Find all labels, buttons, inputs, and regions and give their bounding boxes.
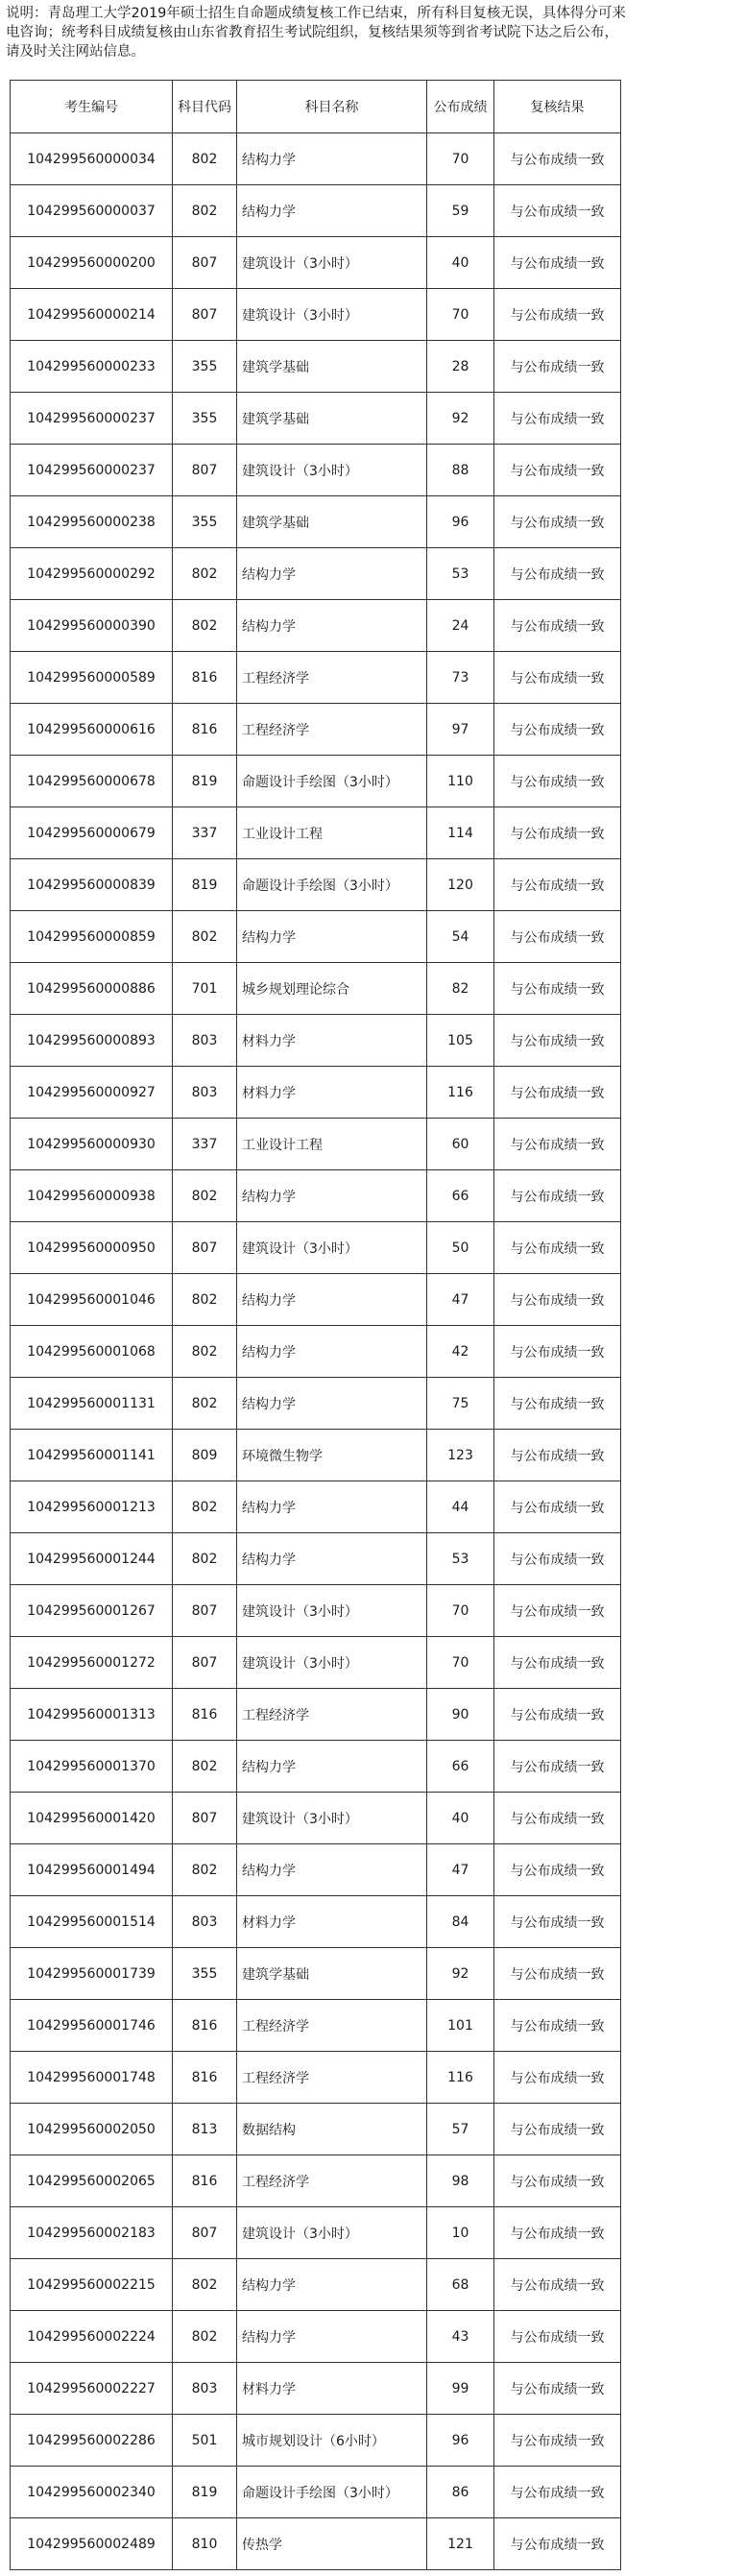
table-row [11, 756, 621, 807]
review-result-cell: 与公布成绩一致 [494, 859, 621, 911]
published-score-cell: 97 [427, 704, 494, 756]
table-row [11, 1844, 621, 1896]
subject-code-cell: 807 [173, 1637, 237, 1689]
column-header-published-score: 公布成绩 [427, 81, 494, 133]
subject-name-cell: 结构力学 [237, 1533, 427, 1585]
subject-name-cell: 材料力学 [237, 1015, 427, 1067]
subject-code-cell: 816 [173, 704, 237, 756]
published-score-cell: 47 [427, 1274, 494, 1326]
published-score-cell: 57 [427, 2104, 494, 2155]
subject-code-cell: 803 [173, 1015, 237, 1067]
table-row [11, 1689, 621, 1741]
subject-code-cell: 355 [173, 1948, 237, 2000]
subject-code-cell: 355 [173, 341, 237, 393]
published-score-cell: 98 [427, 2155, 494, 2207]
subject-code-cell: 807 [173, 237, 237, 289]
subject-code-cell: 802 [173, 185, 237, 237]
review-result-cell: 与公布成绩一致 [494, 756, 621, 807]
candidate-id-cell: 104299560002065 [11, 2155, 173, 2207]
subject-name-cell: 工程经济学 [237, 2155, 427, 2207]
published-score-cell: 50 [427, 1222, 494, 1274]
subject-code-cell: 802 [173, 600, 237, 652]
subject-name-cell: 结构力学 [237, 2311, 427, 2363]
table-row [11, 1948, 621, 2000]
review-result-cell: 与公布成绩一致 [494, 704, 621, 756]
subject-code-cell: 802 [173, 1274, 237, 1326]
published-score-cell: 75 [427, 1378, 494, 1430]
table-row [11, 1067, 621, 1119]
published-score-cell: 47 [427, 1844, 494, 1896]
candidate-id-cell: 104299560000292 [11, 548, 173, 600]
subject-code-cell: 802 [173, 1326, 237, 1378]
published-score-cell: 40 [427, 1793, 494, 1844]
published-score-cell: 90 [427, 1689, 494, 1741]
published-score-cell: 88 [427, 445, 494, 496]
table-row [11, 1015, 621, 1067]
subject-name-cell: 工业设计工程 [237, 1119, 427, 1170]
table-row [11, 1637, 621, 1689]
review-result-cell: 与公布成绩一致 [494, 1896, 621, 1948]
candidate-id-cell: 104299560001420 [11, 1793, 173, 1844]
subject-name-cell: 材料力学 [237, 1067, 427, 1119]
subject-name-cell: 命题设计手绘图（3小时） [237, 2467, 427, 2518]
review-result-cell: 与公布成绩一致 [494, 133, 621, 185]
candidate-id-cell: 104299560000214 [11, 289, 173, 341]
candidate-id-cell: 104299560000200 [11, 237, 173, 289]
published-score-cell: 59 [427, 185, 494, 237]
table-row [11, 1274, 621, 1326]
published-score-cell: 92 [427, 393, 494, 445]
notice-line: 请及时关注网站信息。 [6, 44, 145, 60]
candidate-id-cell: 104299560000679 [11, 807, 173, 859]
published-score-cell: 110 [427, 756, 494, 807]
published-score-cell: 42 [427, 1326, 494, 1378]
subject-code-cell: 819 [173, 859, 237, 911]
subject-name-cell: 数据结构 [237, 2104, 427, 2155]
subject-name-cell: 工程经济学 [237, 652, 427, 704]
published-score-cell: 70 [427, 1637, 494, 1689]
table-row [11, 133, 621, 185]
candidate-id-cell: 104299560000237 [11, 393, 173, 445]
subject-name-cell: 建筑设计（3小时） [237, 2207, 427, 2259]
review-result-cell: 与公布成绩一致 [494, 2518, 621, 2570]
subject-code-cell: 802 [173, 1844, 237, 1896]
candidate-id-cell: 104299560000238 [11, 496, 173, 548]
candidate-id-cell: 104299560001141 [11, 1430, 173, 1481]
published-score-cell: 73 [427, 652, 494, 704]
review-result-cell: 与公布成绩一致 [494, 1222, 621, 1274]
published-score-cell: 116 [427, 1067, 494, 1119]
subject-name-cell: 建筑设计（3小时） [237, 237, 427, 289]
review-result-cell: 与公布成绩一致 [494, 2363, 621, 2415]
subject-code-cell: 816 [173, 2000, 237, 2052]
table-row [11, 704, 621, 756]
column-header-subject-name: 科目名称 [237, 81, 427, 133]
subject-name-cell: 建筑设计（3小时） [237, 1222, 427, 1274]
subject-name-cell: 结构力学 [237, 548, 427, 600]
table-row [11, 963, 621, 1015]
subject-name-cell: 结构力学 [237, 133, 427, 185]
table-header [11, 81, 621, 133]
review-result-cell: 与公布成绩一致 [494, 289, 621, 341]
subject-name-cell: 命题设计手绘图（3小时） [237, 756, 427, 807]
subject-name-cell: 工程经济学 [237, 704, 427, 756]
table-row [11, 2207, 621, 2259]
published-score-cell: 96 [427, 2415, 494, 2467]
published-score-cell: 43 [427, 2311, 494, 2363]
published-score-cell: 40 [427, 237, 494, 289]
candidate-id-cell: 104299560001213 [11, 1481, 173, 1533]
subject-name-cell: 结构力学 [237, 1326, 427, 1378]
subject-code-cell: 809 [173, 1430, 237, 1481]
candidate-id-cell: 104299560001131 [11, 1378, 173, 1430]
candidate-id-cell: 104299560000839 [11, 859, 173, 911]
review-result-cell: 与公布成绩一致 [494, 1689, 621, 1741]
review-result-cell: 与公布成绩一致 [494, 911, 621, 963]
review-result-cell: 与公布成绩一致 [494, 1119, 621, 1170]
candidate-id-cell: 104299560000037 [11, 185, 173, 237]
published-score-cell: 101 [427, 2000, 494, 2052]
subject-name-cell: 结构力学 [237, 1170, 427, 1222]
review-result-cell: 与公布成绩一致 [494, 185, 621, 237]
subject-code-cell: 802 [173, 1741, 237, 1793]
candidate-id-cell: 104299560000927 [11, 1067, 173, 1119]
review-result-cell: 与公布成绩一致 [494, 1793, 621, 1844]
review-result-cell: 与公布成绩一致 [494, 1170, 621, 1222]
table-row [11, 1430, 621, 1481]
review-result-cell: 与公布成绩一致 [494, 1481, 621, 1533]
table-row [11, 1326, 621, 1378]
subject-code-cell: 802 [173, 2259, 237, 2311]
subject-code-cell: 802 [173, 548, 237, 600]
candidate-id-cell: 104299560002224 [11, 2311, 173, 2363]
published-score-cell: 70 [427, 1585, 494, 1637]
notice-line: 电咨询；统考科目成绩复核由山东省教育招生考试院组织，复核结果须等到省考试院下达之后公布， [6, 25, 618, 40]
candidate-id-cell: 104299560002489 [11, 2518, 173, 2570]
subject-code-cell: 816 [173, 2155, 237, 2207]
table-row [11, 600, 621, 652]
subject-name-cell: 环境微生物学 [237, 1430, 427, 1481]
table-row [11, 341, 621, 393]
published-score-cell: 123 [427, 1430, 494, 1481]
published-score-cell: 66 [427, 1741, 494, 1793]
published-score-cell: 10 [427, 2207, 494, 2259]
table-row [11, 2259, 621, 2311]
published-score-cell: 92 [427, 1948, 494, 2000]
published-score-cell: 121 [427, 2518, 494, 2570]
table-row [11, 652, 621, 704]
published-score-cell: 99 [427, 2363, 494, 2415]
subject-code-cell: 816 [173, 652, 237, 704]
published-score-cell: 24 [427, 600, 494, 652]
subject-name-cell: 结构力学 [237, 600, 427, 652]
published-score-cell: 53 [427, 1533, 494, 1585]
published-score-cell: 84 [427, 1896, 494, 1948]
subject-name-cell: 结构力学 [237, 185, 427, 237]
candidate-id-cell: 104299560000938 [11, 1170, 173, 1222]
published-score-cell: 120 [427, 859, 494, 911]
candidate-id-cell: 104299560001494 [11, 1844, 173, 1896]
table-row [11, 2363, 621, 2415]
subject-code-cell: 337 [173, 807, 237, 859]
subject-code-cell: 819 [173, 756, 237, 807]
subject-code-cell: 337 [173, 1119, 237, 1170]
subject-code-cell: 819 [173, 2467, 237, 2518]
table-row [11, 237, 621, 289]
table-row [11, 1222, 621, 1274]
notice-line: 说明：青岛理工大学2019年硕士招生自命题成绩复核工作已结束，所有科目复核无误，具体得分可来 [6, 6, 626, 21]
table-row [11, 2104, 621, 2155]
header-row [11, 81, 621, 133]
candidate-id-cell: 104299560000616 [11, 704, 173, 756]
subject-code-cell: 816 [173, 2052, 237, 2104]
candidate-id-cell: 104299560000034 [11, 133, 173, 185]
table-row [11, 2467, 621, 2518]
table-row [11, 859, 621, 911]
candidate-id-cell: 104299560001267 [11, 1585, 173, 1637]
candidate-id-cell: 104299560000233 [11, 341, 173, 393]
subject-name-cell: 传热学 [237, 2518, 427, 2570]
subject-code-cell: 802 [173, 2311, 237, 2363]
candidate-id-cell: 104299560000930 [11, 1119, 173, 1170]
table-row [11, 1793, 621, 1844]
subject-code-cell: 701 [173, 963, 237, 1015]
review-result-cell: 与公布成绩一致 [494, 807, 621, 859]
review-result-cell: 与公布成绩一致 [494, 445, 621, 496]
candidate-id-cell: 104299560000893 [11, 1015, 173, 1067]
subject-code-cell: 807 [173, 1585, 237, 1637]
subject-code-cell: 355 [173, 393, 237, 445]
table-row [11, 1585, 621, 1637]
table-row [11, 1896, 621, 1948]
subject-name-cell: 建筑设计（3小时） [237, 1585, 427, 1637]
table-row [11, 2415, 621, 2467]
review-result-cell: 与公布成绩一致 [494, 1378, 621, 1430]
candidate-id-cell: 104299560001514 [11, 1896, 173, 1948]
review-result-cell: 与公布成绩一致 [494, 237, 621, 289]
subject-name-cell: 工程经济学 [237, 2000, 427, 2052]
subject-name-cell: 结构力学 [237, 1741, 427, 1793]
candidate-id-cell: 104299560001244 [11, 1533, 173, 1585]
table-row [11, 393, 621, 445]
published-score-cell: 60 [427, 1119, 494, 1170]
table-row [11, 185, 621, 237]
candidate-id-cell: 104299560001313 [11, 1689, 173, 1741]
published-score-cell: 68 [427, 2259, 494, 2311]
candidate-id-cell: 104299560000589 [11, 652, 173, 704]
published-score-cell: 66 [427, 1170, 494, 1222]
published-score-cell: 82 [427, 963, 494, 1015]
table-row [11, 496, 621, 548]
subject-code-cell: 802 [173, 1378, 237, 1430]
column-header-review-result: 复核结果 [494, 81, 621, 133]
candidate-id-cell: 104299560000886 [11, 963, 173, 1015]
subject-name-cell: 工业设计工程 [237, 807, 427, 859]
subject-name-cell: 工程经济学 [237, 1689, 427, 1741]
subject-name-cell: 材料力学 [237, 2363, 427, 2415]
review-result-cell: 与公布成绩一致 [494, 963, 621, 1015]
table-row [11, 911, 621, 963]
table-body [11, 133, 621, 2570]
table-row [11, 2000, 621, 2052]
review-result-cell: 与公布成绩一致 [494, 2104, 621, 2155]
candidate-id-cell: 104299560000678 [11, 756, 173, 807]
subject-name-cell: 建筑设计（3小时） [237, 445, 427, 496]
subject-name-cell: 建筑设计（3小时） [237, 289, 427, 341]
subject-code-cell: 803 [173, 2363, 237, 2415]
candidate-id-cell: 104299560002227 [11, 2363, 173, 2415]
candidate-id-cell: 104299560001272 [11, 1637, 173, 1689]
subject-name-cell: 结构力学 [237, 1844, 427, 1896]
subject-code-cell: 807 [173, 289, 237, 341]
review-result-cell: 与公布成绩一致 [494, 2000, 621, 2052]
review-result-cell: 与公布成绩一致 [494, 548, 621, 600]
subject-name-cell: 材料力学 [237, 1896, 427, 1948]
published-score-cell: 105 [427, 1015, 494, 1067]
subject-name-cell: 城乡规划理论综合 [237, 963, 427, 1015]
review-result-cell: 与公布成绩一致 [494, 341, 621, 393]
published-score-cell: 70 [427, 289, 494, 341]
published-score-cell: 114 [427, 807, 494, 859]
candidate-id-cell: 104299560002215 [11, 2259, 173, 2311]
subject-name-cell: 结构力学 [237, 1481, 427, 1533]
candidate-id-cell: 104299560001748 [11, 2052, 173, 2104]
review-result-cell: 与公布成绩一致 [494, 1533, 621, 1585]
candidate-id-cell: 104299560000390 [11, 600, 173, 652]
column-header-candidate-id: 考生编号 [11, 81, 173, 133]
subject-name-cell: 城市规划设计（6小时） [237, 2415, 427, 2467]
score-review-table [10, 80, 621, 2570]
published-score-cell: 86 [427, 2467, 494, 2518]
candidate-id-cell: 104299560002050 [11, 2104, 173, 2155]
published-score-cell: 54 [427, 911, 494, 963]
table-row [11, 1481, 621, 1533]
table-row [11, 2052, 621, 2104]
subject-code-cell: 803 [173, 1896, 237, 1948]
subject-name-cell: 建筑学基础 [237, 496, 427, 548]
subject-code-cell: 501 [173, 2415, 237, 2467]
subject-name-cell: 结构力学 [237, 1274, 427, 1326]
candidate-id-cell: 104299560000950 [11, 1222, 173, 1274]
published-score-cell: 116 [427, 2052, 494, 2104]
published-score-cell: 28 [427, 341, 494, 393]
subject-name-cell: 工程经济学 [237, 2052, 427, 2104]
review-result-cell: 与公布成绩一致 [494, 1326, 621, 1378]
table-row [11, 807, 621, 859]
subject-code-cell: 802 [173, 133, 237, 185]
notice-text [6, 4, 739, 61]
review-result-cell: 与公布成绩一致 [494, 2311, 621, 2363]
review-result-cell: 与公布成绩一致 [494, 393, 621, 445]
subject-name-cell: 结构力学 [237, 911, 427, 963]
candidate-id-cell: 104299560001046 [11, 1274, 173, 1326]
review-result-cell: 与公布成绩一致 [494, 2415, 621, 2467]
review-result-cell: 与公布成绩一致 [494, 1844, 621, 1896]
table-row [11, 2518, 621, 2570]
subject-code-cell: 802 [173, 1481, 237, 1533]
candidate-id-cell: 104299560001746 [11, 2000, 173, 2052]
candidate-id-cell: 104299560000859 [11, 911, 173, 963]
review-result-cell: 与公布成绩一致 [494, 1948, 621, 2000]
review-result-cell: 与公布成绩一致 [494, 1637, 621, 1689]
review-result-cell: 与公布成绩一致 [494, 1067, 621, 1119]
published-score-cell: 70 [427, 133, 494, 185]
table-row [11, 548, 621, 600]
published-score-cell: 53 [427, 548, 494, 600]
subject-name-cell: 结构力学 [237, 1378, 427, 1430]
published-score-cell: 44 [427, 1481, 494, 1533]
subject-name-cell: 建筑设计（3小时） [237, 1637, 427, 1689]
table-row [11, 1741, 621, 1793]
subject-name-cell: 建筑学基础 [237, 393, 427, 445]
table-row [11, 1378, 621, 1430]
review-result-cell: 与公布成绩一致 [494, 2467, 621, 2518]
subject-code-cell: 810 [173, 2518, 237, 2570]
subject-code-cell: 807 [173, 2207, 237, 2259]
candidate-id-cell: 104299560002286 [11, 2415, 173, 2467]
subject-code-cell: 807 [173, 1793, 237, 1844]
subject-code-cell: 807 [173, 1222, 237, 1274]
published-score-cell: 96 [427, 496, 494, 548]
subject-name-cell: 建筑学基础 [237, 341, 427, 393]
table-row [11, 2311, 621, 2363]
candidate-id-cell: 104299560001370 [11, 1741, 173, 1793]
subject-name-cell: 结构力学 [237, 2259, 427, 2311]
candidate-id-cell: 104299560001068 [11, 1326, 173, 1378]
subject-name-cell: 建筑学基础 [237, 1948, 427, 2000]
review-result-cell: 与公布成绩一致 [494, 600, 621, 652]
table-row [11, 289, 621, 341]
review-result-cell: 与公布成绩一致 [494, 2207, 621, 2259]
review-result-cell: 与公布成绩一致 [494, 652, 621, 704]
review-result-cell: 与公布成绩一致 [494, 1274, 621, 1326]
review-result-cell: 与公布成绩一致 [494, 2052, 621, 2104]
subject-name-cell: 建筑设计（3小时） [237, 1793, 427, 1844]
subject-code-cell: 802 [173, 1533, 237, 1585]
table-row [11, 2155, 621, 2207]
candidate-id-cell: 104299560000237 [11, 445, 173, 496]
review-result-cell: 与公布成绩一致 [494, 496, 621, 548]
review-result-cell: 与公布成绩一致 [494, 2259, 621, 2311]
subject-code-cell: 803 [173, 1067, 237, 1119]
review-result-cell: 与公布成绩一致 [494, 1585, 621, 1637]
subject-code-cell: 802 [173, 911, 237, 963]
table-row [11, 1119, 621, 1170]
column-header-subject-code: 科目代码 [173, 81, 237, 133]
subject-code-cell: 816 [173, 1689, 237, 1741]
subject-code-cell: 802 [173, 1170, 237, 1222]
candidate-id-cell: 104299560001739 [11, 1948, 173, 2000]
review-result-cell: 与公布成绩一致 [494, 2155, 621, 2207]
table-row [11, 1170, 621, 1222]
review-result-cell: 与公布成绩一致 [494, 1015, 621, 1067]
review-result-cell: 与公布成绩一致 [494, 1741, 621, 1793]
subject-name-cell: 命题设计手绘图（3小时） [237, 859, 427, 911]
candidate-id-cell: 104299560002183 [11, 2207, 173, 2259]
candidate-id-cell: 104299560002340 [11, 2467, 173, 2518]
subject-code-cell: 355 [173, 496, 237, 548]
subject-code-cell: 813 [173, 2104, 237, 2155]
review-result-cell: 与公布成绩一致 [494, 1430, 621, 1481]
table-row [11, 445, 621, 496]
table-row [11, 1533, 621, 1585]
subject-code-cell: 807 [173, 445, 237, 496]
